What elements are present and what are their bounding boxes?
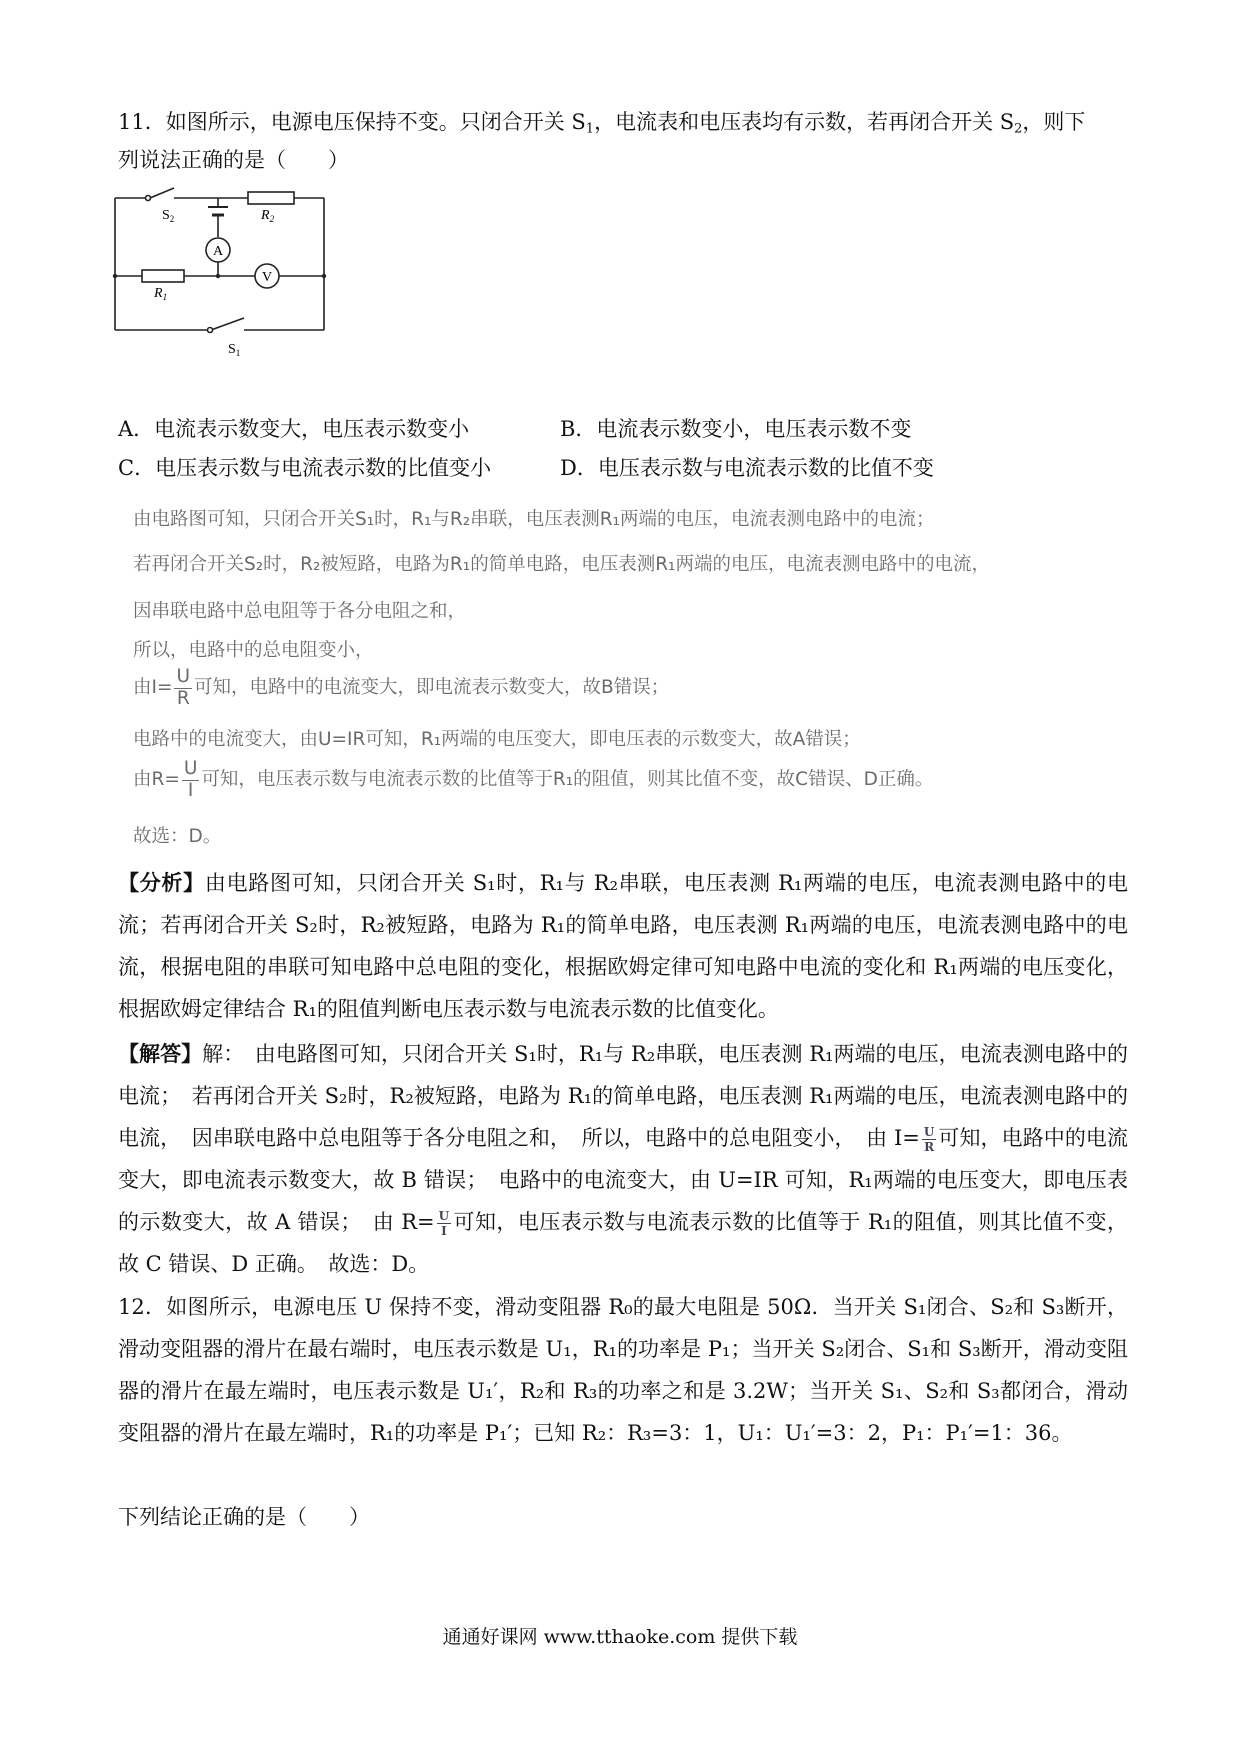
- solution-line-7: 由R= $\frac{U}{I}$ 可知，电压表示数与电流表示数的比值等于R₁的阻值，则其比值不变，故C错误、D正确。: [133, 758, 934, 801]
- s1-pivot: [208, 328, 213, 333]
- q12-stem: 12．如图所示，电源电压 U 保持不变，滑动变阻器 R₀的最大电阻是 50Ω．当开关 S₁闭合、S₂和 S₃断开，滑动变阻器的滑片在最右端时，电压表示数是 U₁，R₁的功率是 P₁；当开关 S₂闭合、S₁和 S₃断开，滑动变阻器的滑片在最左端时，电压表示数是 U₁′，R₂和 R₃的功率之和是 3.2W；当开关 S₁、S₂和 S₃都闭合，滑动变阻器的滑片在最左端时，R₁的功率是 P₁′；已知 R₂：R₃=3：1，U₁：U₁′=3：2，P₁：P₁′=1：36。: [118, 1295, 1128, 1445]
- circuit-diagram: [110, 185, 370, 365]
- solution-line-6: 电路中的电流变大，由U=IR可知，R₁两端的电压变大，即电压表的示数变大，故A错误；: [133, 729, 861, 750]
- solution-line-3: 因串联电路中总电阻等于各分电阻之和，: [133, 601, 467, 622]
- option-d: D．电压表示数与电流表示数的比值不变: [560, 456, 934, 480]
- s2-switch: [150, 188, 174, 198]
- q12-prompt: 下列结论正确的是（ ）: [118, 1505, 370, 1529]
- r1-label: $R_1$: [154, 286, 168, 302]
- s2-label: $S_2$: [162, 208, 175, 224]
- r2-resistor: [248, 192, 294, 204]
- solution-line-4: 所以，电路中的总电阻变小，: [133, 640, 374, 661]
- analysis-tag: 【分析】: [118, 870, 205, 895]
- option-c: C．电压表示数与电流表示数的比值变小: [118, 456, 492, 480]
- ammeter-label: A: [213, 244, 224, 259]
- solution-line-1: 由电路图可知，只闭合开关S₁时，R₁与R₂串联，电压表测R₁两端的电压，电流表测电路中的电流；: [133, 509, 935, 530]
- solution-line-8: 故选：D。: [133, 826, 222, 847]
- r2-label: $R_2$: [261, 208, 275, 224]
- s2-pivot: [146, 196, 151, 201]
- solution-line-5: 由I= $\frac{U}{R}$ 可知，电路中的电流变大，即电流表示数变大，故B错误；: [133, 666, 670, 709]
- answer-fraction-u-over-i: $\frac{U}{I}$: [438, 1209, 450, 1238]
- fraction-u-over-i: $\frac{U}{I}$: [183, 758, 198, 801]
- s1-switch: [211, 318, 244, 330]
- voltmeter-label: V: [262, 270, 273, 285]
- answer-fraction-u-over-r: $\frac{U}{R}$: [923, 1125, 935, 1154]
- q11-stem-line1: 11．如图所示，电源电压保持不变。只闭合开关 $S_1$，电流表和电压表均有示数，若再闭合开关 $S_2$，则下: [118, 110, 1086, 137]
- s1-label: $S_1$: [228, 342, 241, 358]
- answer-paragraph: 【解答】解： 由电路图可知，只闭合开关 S₁时，R₁与 R₂串联，电压表测 R₁两端的电压，电流表测电路中的电流； 若再闭合开关 S₂时，R₂被短路，电路为 R₁的简单电路，电压表测 R₁两端的电压，电流表测电路中的电流， 因串联电路中总电阻等于各分电阻之和， 所以，电路中的总电阻变小， 由 I= $\frac{U}{R}$ 可知，电路中的电流变大，即电流表示数变大，故 B 错误； 电路中的电流变大，由 U=IR 可知，R₁两端的电压变大，即电压表的示数变大，故 A 错误； 由 R= $\frac{U}{I}$ 可知，电压表示数与电流表示数的比值等于 R₁的阻值，则其比值不变，故 C 错误、D 正确。 故选：D。: [118, 1041, 1128, 1276]
- option-b: B．电流表示数变小，电压表示数不变: [560, 417, 912, 441]
- page-footer: 通通好课网 www.tthaoke.com 提供下载: [442, 1626, 798, 1648]
- r1-resistor: [142, 270, 184, 282]
- answer-tag: 【解答】: [118, 1041, 203, 1066]
- q11-stem-line2: 列说法正确的是（ ）: [118, 148, 349, 172]
- analysis-paragraph: 【分析】由电路图可知，只闭合开关 S₁时，R₁与 R₂串联，电压表测 R₁两端的电压，电流表测电路中的电流；若再闭合开关 S₂时，R₂被短路，电路为 R₁的简单电路，电压表测 R₁两端的电压，电流表测电路中的电流，根据电阻的串联可知电路中总电阻的变化，根据欧姆定律可知电路中电流的变化和 R₁两端的电压变化，根据欧姆定律结合 R₁的阻值判断电压表示数与电流表示数的比值变化。: [118, 870, 1128, 1021]
- fraction-u-over-r: $\frac{U}{R}$: [176, 666, 191, 709]
- solution-line-2: 若再闭合开关S₂时，R₂被短路，电路为R₁的简单电路，电压表测R₁两端的电压，电流表测电路中的电流，: [133, 554, 990, 575]
- option-a: A．电流表示数变大，电压表示数变小: [118, 417, 470, 441]
